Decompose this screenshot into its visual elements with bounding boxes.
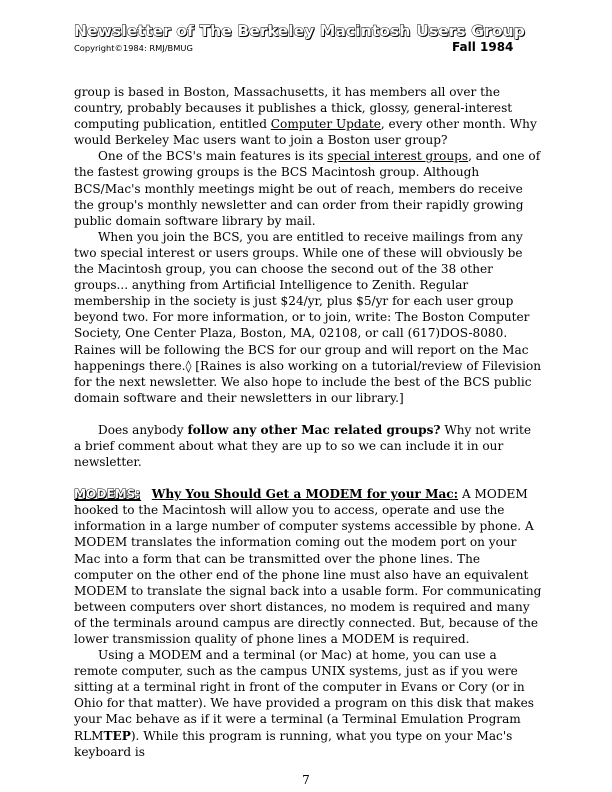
issue-date: Fall 1984 — [452, 40, 514, 54]
modems-section-label: MODEMS: — [74, 487, 141, 502]
copyright-notice: Copyright©1984: RMJ/BMUG — [74, 43, 193, 53]
newsletter-title: Newsletter of The Berkeley Macintosh Users Group — [74, 22, 525, 40]
tep-text: TEP — [103, 728, 131, 743]
paragraph-bcs-intro: group is based in Boston, Massachusetts, it has members all over the country, probably becauses it publishes a thick, glossy, general-interest computing publication, entitled Computer Update, every other month. Why would Berkeley Mac users want to join a Boston user group? — [74, 85, 537, 148]
paragraph-modems: MODEMS: Why You Should Get a MODEM for your Mac: A MODEM hooked to the Macintosh will allow you to access, operate and use the information in a large number of computer systems accessible by phone. A MODEM translates the information coming out the modem port on your Mac into a form that can be transmitted over the phone lines. The computer on the other end of the phone line must also have an equivalent MODEM to translate the signal back into a usable form. For communicating between computers over short distances, no modem is required and many of the terminals around campus are directly connected. But, because of the lower transmission quality of phone lines a MODEM is required. — [74, 487, 542, 646]
page-number: 7 — [302, 773, 310, 787]
article-body — [74, 84, 542, 760]
paragraph-spacer — [74, 470, 542, 486]
modems-heading: Why You Should Get a MODEM for your Mac: — [151, 487, 459, 502]
paragraph-other-groups: Does anybody follow any other Mac related groups? Why not write a brief comment about what they are up to so we can include it in our newsletter. — [74, 422, 532, 470]
other-groups-question: follow any other Mac related groups? — [187, 422, 441, 437]
paragraph-membership: When you join the BCS, you are entitled to receive mailings from any two special interest or users groups. While one of these will obviously be the Macintosh group, you can choose the second out of the 38 other groups... anything from Artificial Intelligence to Zenith. Regular membership in the society is just $24/yr, plus $5/yr for each user group beyond two. For more information, or to join, write: The Boston Computer Society, One Center Plaza, Boston, MA, 02108, or call (617)DOS-8080. Raines will be following the BCS for our group and will report on the Mac happenings there.◊ [Raines is also working on a tutorial/review of Filevision for the next newsletter. We also hope to include the best of the BCS public domain software and their newsletters in our library.] — [74, 229, 542, 405]
computer-update-title: Computer Update — [270, 117, 381, 132]
paragraph-terminal-emulation: Using a MODEM and a terminal (or Mac) at home, you can use a remote computer, such as the campus UNIX systems, just as if you were sitting at a terminal right in front of the computer in Evans or Cory (or in Ohio for that matter). We have provided a program on this disk that makes your Mac behave as if it were a terminal (a Terminal Emulation Program RLMTEP). While this program is running, what you type on your Mac's keyboard is — [74, 648, 534, 759]
special-interest-groups-text: special interest groups — [327, 149, 469, 164]
paragraph-special-interest-groups: One of the BCS's main features is its special interest groups, and one of the fastest growing groups is the BCS Macintosh group. Although BCS/Mac's monthly meetings might be out of reach, members do receive the group's monthly newsletter and can order from their rapidly growing public domain software library by mail. — [74, 149, 541, 228]
paragraph-spacer — [74, 406, 542, 422]
